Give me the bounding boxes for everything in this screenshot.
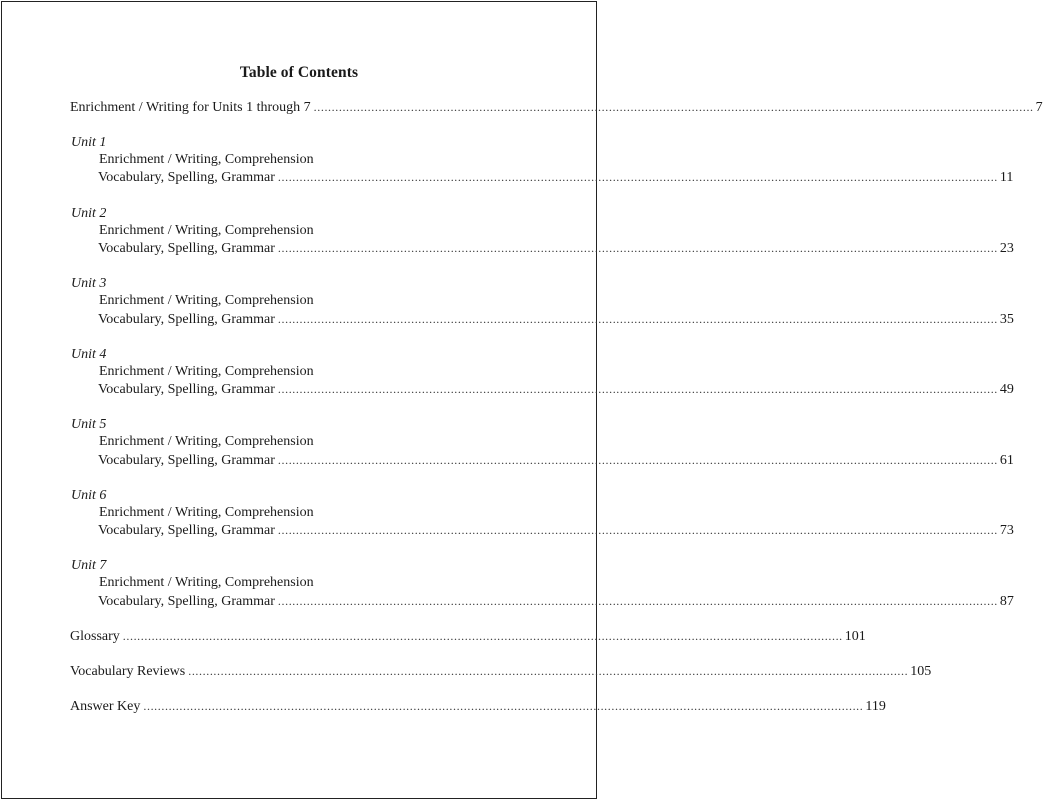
toc-entry-unit-3 [98, 310, 1014, 329]
toc-entry-label: Vocabulary, Spelling, Grammar [98, 523, 275, 538]
toc-entry-page: 105 [910, 664, 932, 679]
unit-sections-line: Enrichment / Writing, Comprehension [99, 152, 314, 167]
dot-leader: ........................................................................................................................................................................................................ [313, 100, 1034, 114]
toc-entry-vocabulary-reviews [70, 662, 932, 681]
dot-leader: ........................................................................................................................................................................................................ [277, 170, 998, 184]
dot-leader: ........................................................................................................................................................................................................ [122, 629, 843, 643]
unit-sections-line: Enrichment / Writing, Comprehension [99, 575, 314, 590]
toc-entry-unit-6 [98, 521, 1014, 540]
toc-entry-page: 119 [865, 699, 886, 714]
toc-entry-glossary [70, 627, 866, 646]
unit-sections-line: Enrichment / Writing, Comprehension [99, 505, 314, 520]
toc-entry-page: 11 [999, 170, 1014, 185]
toc-entry-label: Vocabulary, Spelling, Grammar [98, 241, 275, 256]
toc-entry-unit-4 [98, 380, 1014, 399]
toc-entry-intro [70, 98, 1043, 117]
dot-leader: ........................................................................................................................................................................................................ [277, 241, 998, 255]
dot-leader: ........................................................................................................................................................................................................ [277, 312, 998, 326]
unit-sections-line: Enrichment / Writing, Comprehension [99, 434, 314, 449]
toc-entry-label: Answer Key [70, 699, 141, 714]
dot-leader: ........................................................................................................................................................................................................ [188, 664, 909, 678]
toc-entry-page: 49 [999, 382, 1014, 397]
toc-entry-page: 87 [999, 594, 1014, 609]
toc-entry-label: Vocabulary, Spelling, Grammar [98, 453, 275, 468]
unit-sections-line: Enrichment / Writing, Comprehension [99, 293, 314, 308]
toc-entry-page: 7 [1035, 100, 1043, 115]
dot-leader: ........................................................................................................................................................................................................ [143, 699, 864, 713]
unit-heading: Unit 6 [71, 488, 107, 503]
toc-entry-label: Vocabulary, Spelling, Grammar [98, 594, 275, 609]
toc-entry-label: Vocabulary, Spelling, Grammar [98, 382, 275, 397]
toc-entry-page: 73 [999, 523, 1014, 538]
toc-entry-label: Vocabulary Reviews [70, 664, 186, 679]
unit-heading: Unit 5 [71, 417, 107, 432]
toc-entry-label: Enrichment / Writing for Units 1 through 7 [70, 100, 311, 115]
toc-entry-unit-7 [98, 592, 1014, 611]
toc-entry-unit-2 [98, 239, 1014, 258]
toc-entry-label: Glossary [70, 629, 120, 644]
unit-heading: Unit 2 [71, 206, 107, 221]
toc-entry-unit-1 [98, 168, 1014, 187]
dot-leader: ........................................................................................................................................................................................................ [277, 382, 998, 396]
toc-entry-label: Vocabulary, Spelling, Grammar [98, 170, 275, 185]
toc-entry-page: 23 [999, 241, 1014, 256]
unit-heading: Unit 7 [71, 558, 107, 573]
toc-entry-answer-key [70, 697, 886, 716]
page-title: Table of Contents [239, 64, 359, 81]
unit-sections-line: Enrichment / Writing, Comprehension [99, 364, 314, 379]
dot-leader: ........................................................................................................................................................................................................ [277, 453, 998, 467]
toc-entry-page: 61 [999, 453, 1014, 468]
unit-heading: Unit 3 [71, 276, 107, 291]
document-page [1, 1, 1043, 799]
toc-entry-page: 101 [844, 629, 866, 644]
unit-sections-line: Enrichment / Writing, Comprehension [99, 223, 314, 238]
toc-entry-unit-5 [98, 451, 1014, 470]
toc-entry-page: 35 [999, 312, 1014, 327]
dot-leader: ........................................................................................................................................................................................................ [277, 594, 998, 608]
unit-heading: Unit 4 [71, 347, 107, 362]
unit-heading: Unit 1 [71, 135, 107, 150]
dot-leader: ........................................................................................................................................................................................................ [277, 523, 998, 537]
toc-entry-label: Vocabulary, Spelling, Grammar [98, 312, 275, 327]
